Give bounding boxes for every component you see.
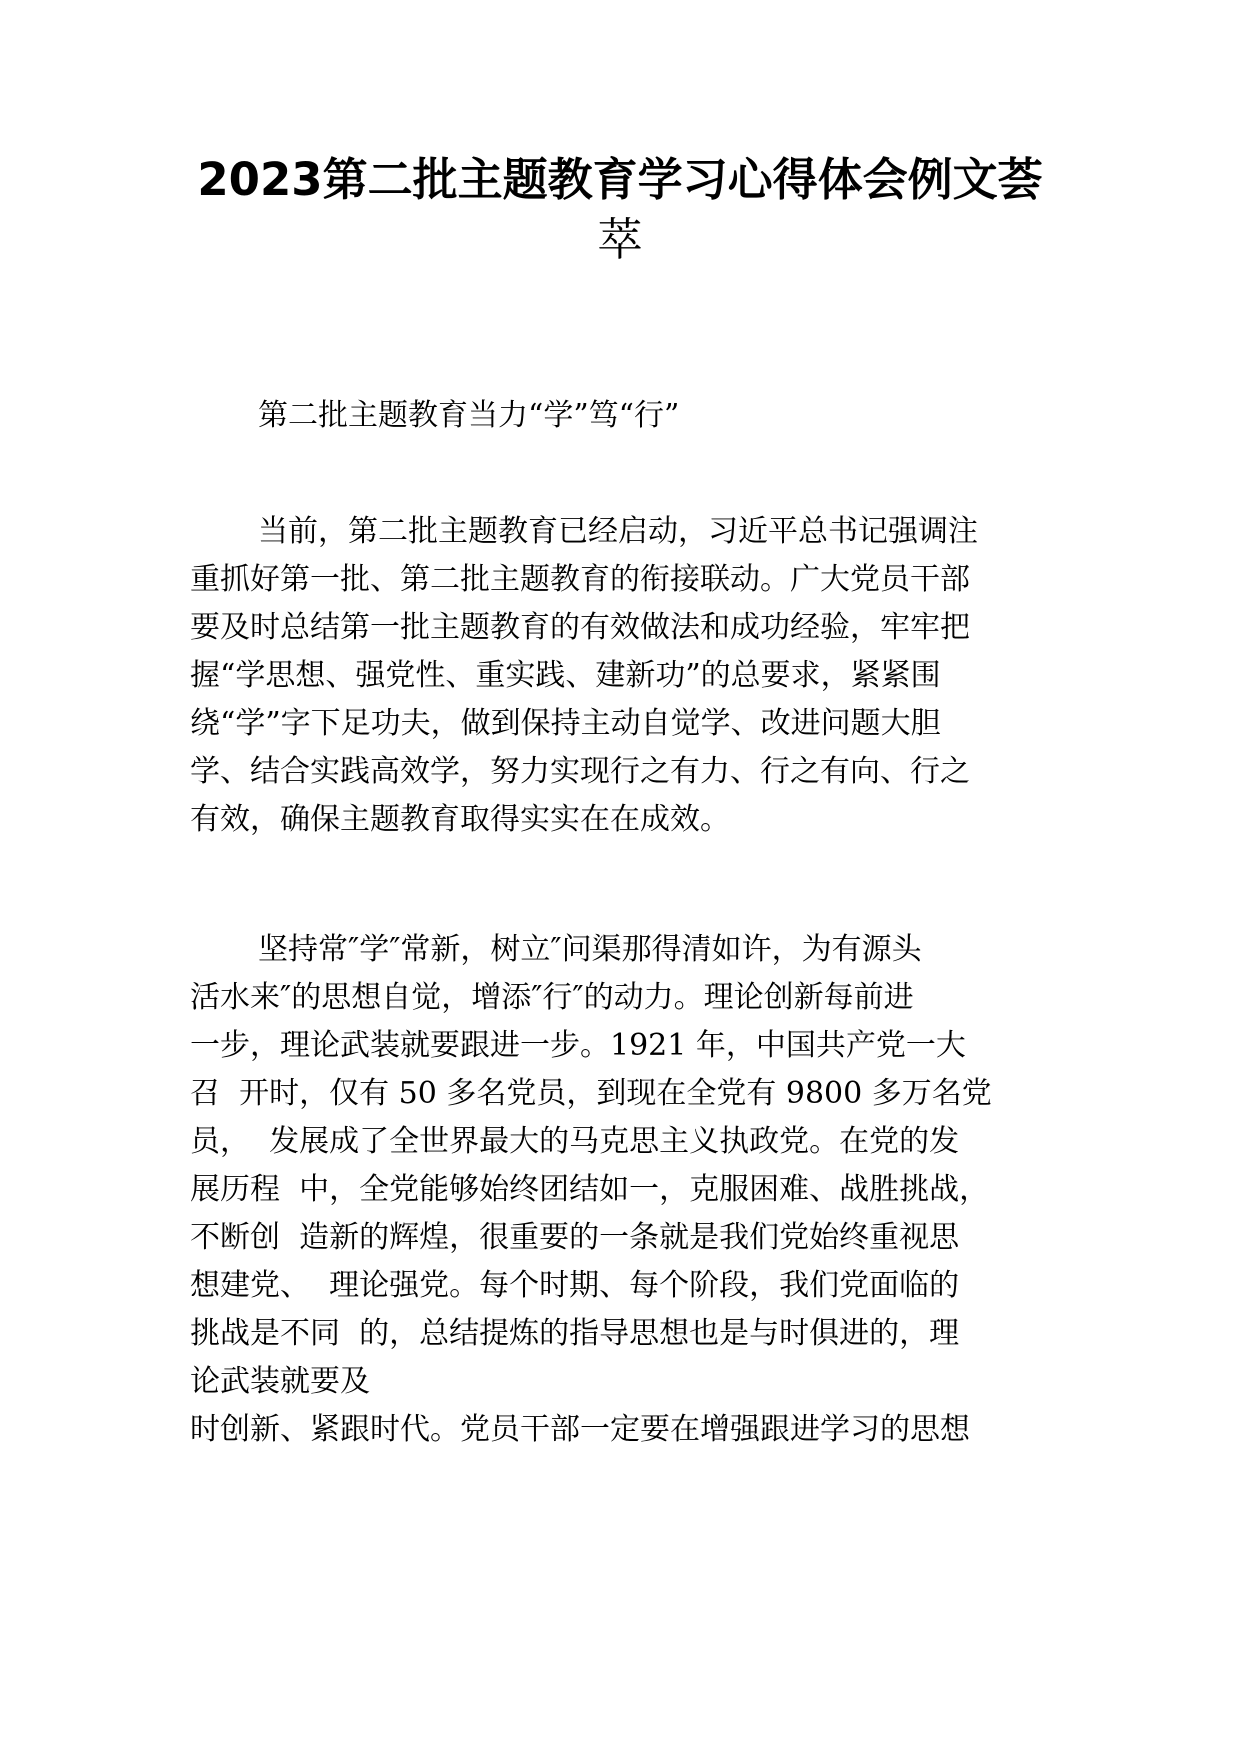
paragraph-line: 坚持常″学″常新，树立″问渠那得清如许，为有源头 [258,932,922,967]
document-title [190,150,1050,270]
paragraph-line: 有效，确保主题教育取得实实在在成效。 [190,802,730,837]
paragraph-line: 召 开时，仅有 50 多名党员，到现在全党有 9800 多万名党 [190,1076,992,1111]
paragraph-line: 一步，理论武装就要跟进一步。1921 年，中国共产党一大 [190,1028,966,1063]
section-subtitle [190,392,1060,440]
paragraph-line: 活水来″的思想自觉，增添″行″的动力。理论创新每前进 [190,980,914,1015]
paragraph-line: 想建党、 理论强党。每个时期、每个阶段，我们党面临的 [190,1268,960,1303]
paragraph-line: 挑战是不同 的，总结提炼的指导思想也是与时俱进的，理 [190,1316,960,1351]
title-line: 2023第二批主题教育学习心得体会例文荟 [197,153,1043,206]
paragraph-line: 展历程 中，全党能够始终团结如一，克服困难、战胜挑战， [190,1172,990,1207]
paragraph-line: 不断创 造新的辉煌，很重要的一条就是我们党始终重视思 [190,1220,960,1255]
paragraph-line: 时创新、紧跟时代。党员干部一定要在增强跟进学习的思想 [190,1412,970,1447]
paragraph-line: 当前，第二批主题教育已经启动，习近平总书记强调注 [258,514,978,549]
paragraph-line: 学、结合实践高效学，努力实现行之有力、行之有向、行之 [190,754,970,789]
paragraph-line: 重抓好第一批、第二批主题教育的衔接联动。广大党员干部 [190,562,970,597]
paragraph-line: 握“学思想、强党性、重实践、建新功”的总要求，紧紧围 [190,658,941,693]
paragraph-line: 绕“学”字下足功夫，做到保持主动自觉学、改进问题大胆 [190,706,941,741]
subtitle-text: 第二批主题教育当力“学”笃“行” [258,398,680,433]
paragraph-2 [190,926,1060,1454]
paragraph-line: 员， 发展成了全世界最大的马克思主义执政党。在党的发 [190,1124,960,1159]
paragraph-line: 论武装就要及 [190,1364,370,1399]
paragraph-1 [190,508,1060,844]
title-line: 萃 [597,213,643,266]
paragraph-line: 要及时总结第一批主题教育的有效做法和成功经验，牢牢把 [190,610,970,645]
